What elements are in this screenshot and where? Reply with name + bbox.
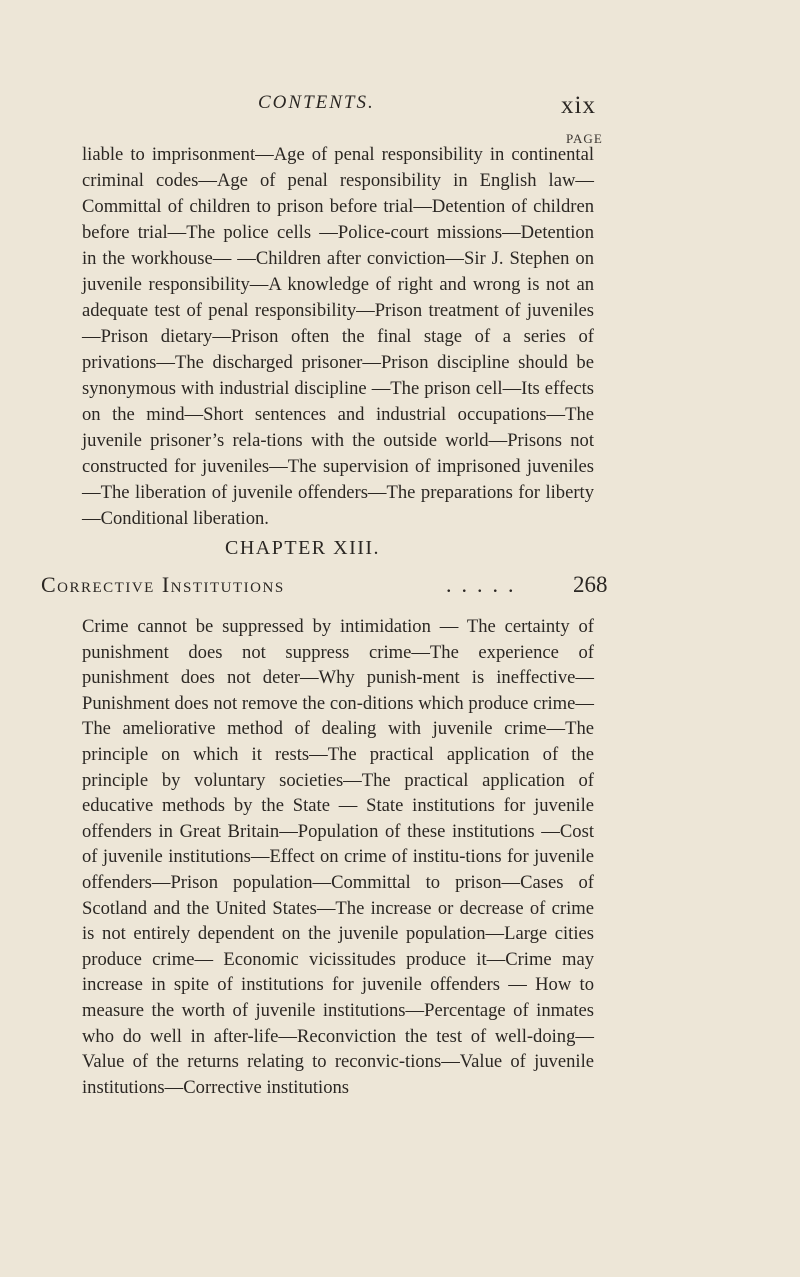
running-head: CONTENTS. [258,92,375,113]
toc-entry [41,572,641,604]
chapter-heading: CHAPTER XIII. [225,537,381,559]
continued-chapter-summary: liable to imprisonment—Age of penal responsibility in continental criminal codes—Age of penal responsibility in English law—Committal of children to prison before trial—Detention of children before trial—The police cells —Police-court missions—Detention in the workhouse— —Children after conviction—Sir J. Stephen on juvenile responsibility—A knowledge of right and wrong is not an adequate test of penal responsibility—Prison treatment of juveniles—Prison dietary—Prison often the final stage of a series of privations—The discharged prisoner—Prison discipline should be synonymous with industrial discipline —The prison cell—Its effects on the mind—Short sentences and industrial occupations—The juvenile prisoner’s rela-tions with the outside world—Prisons not constructed for juveniles—The supervision of imprisoned juveniles—The liberation of juvenile offenders—The preparations for liberty—Conditional liberation. [82,144,594,529]
leader-dots: ..... [446,572,524,597]
page-number: xix [561,92,596,119]
chapter-page-number: 268 [573,572,608,597]
page-column-label: PAGE [566,131,603,146]
chapter-summary: Crime cannot be suppressed by intimidation — The certainty of punishment does not suppress crime—The experience of punishment does not deter—Why punish-ment is ineffective—Punishment does not remove the con-ditions which produce crime—The ameliorative method of dealing with juvenile crime—The principle on which it rests—The practical application of the principle by voluntary societies—The practical application of educative methods by the State — State institutions for juvenile offenders in Great Britain—Population of these institutions —Cost of juvenile institutions—Effect on crime of institu-tions for juvenile offenders—Prison population—Committal to prison—Cases of Scotland and the United States—The increase or decrease of crime is not entirely dependent on the juvenile population—Large cities produce crime— Economic vicissitudes produce it—Crime may increase in spite of institutions for juvenile offenders — How to measure the worth of juvenile institutions—Percentage of inmates who do well in after-life—Reconviction the test of well-doing—Value of the returns relating to reconvic-tions—Value of juvenile institutions—Corrective institutions [82,616,594,1098]
chapter-title: Corrective Institutions [41,572,285,597]
